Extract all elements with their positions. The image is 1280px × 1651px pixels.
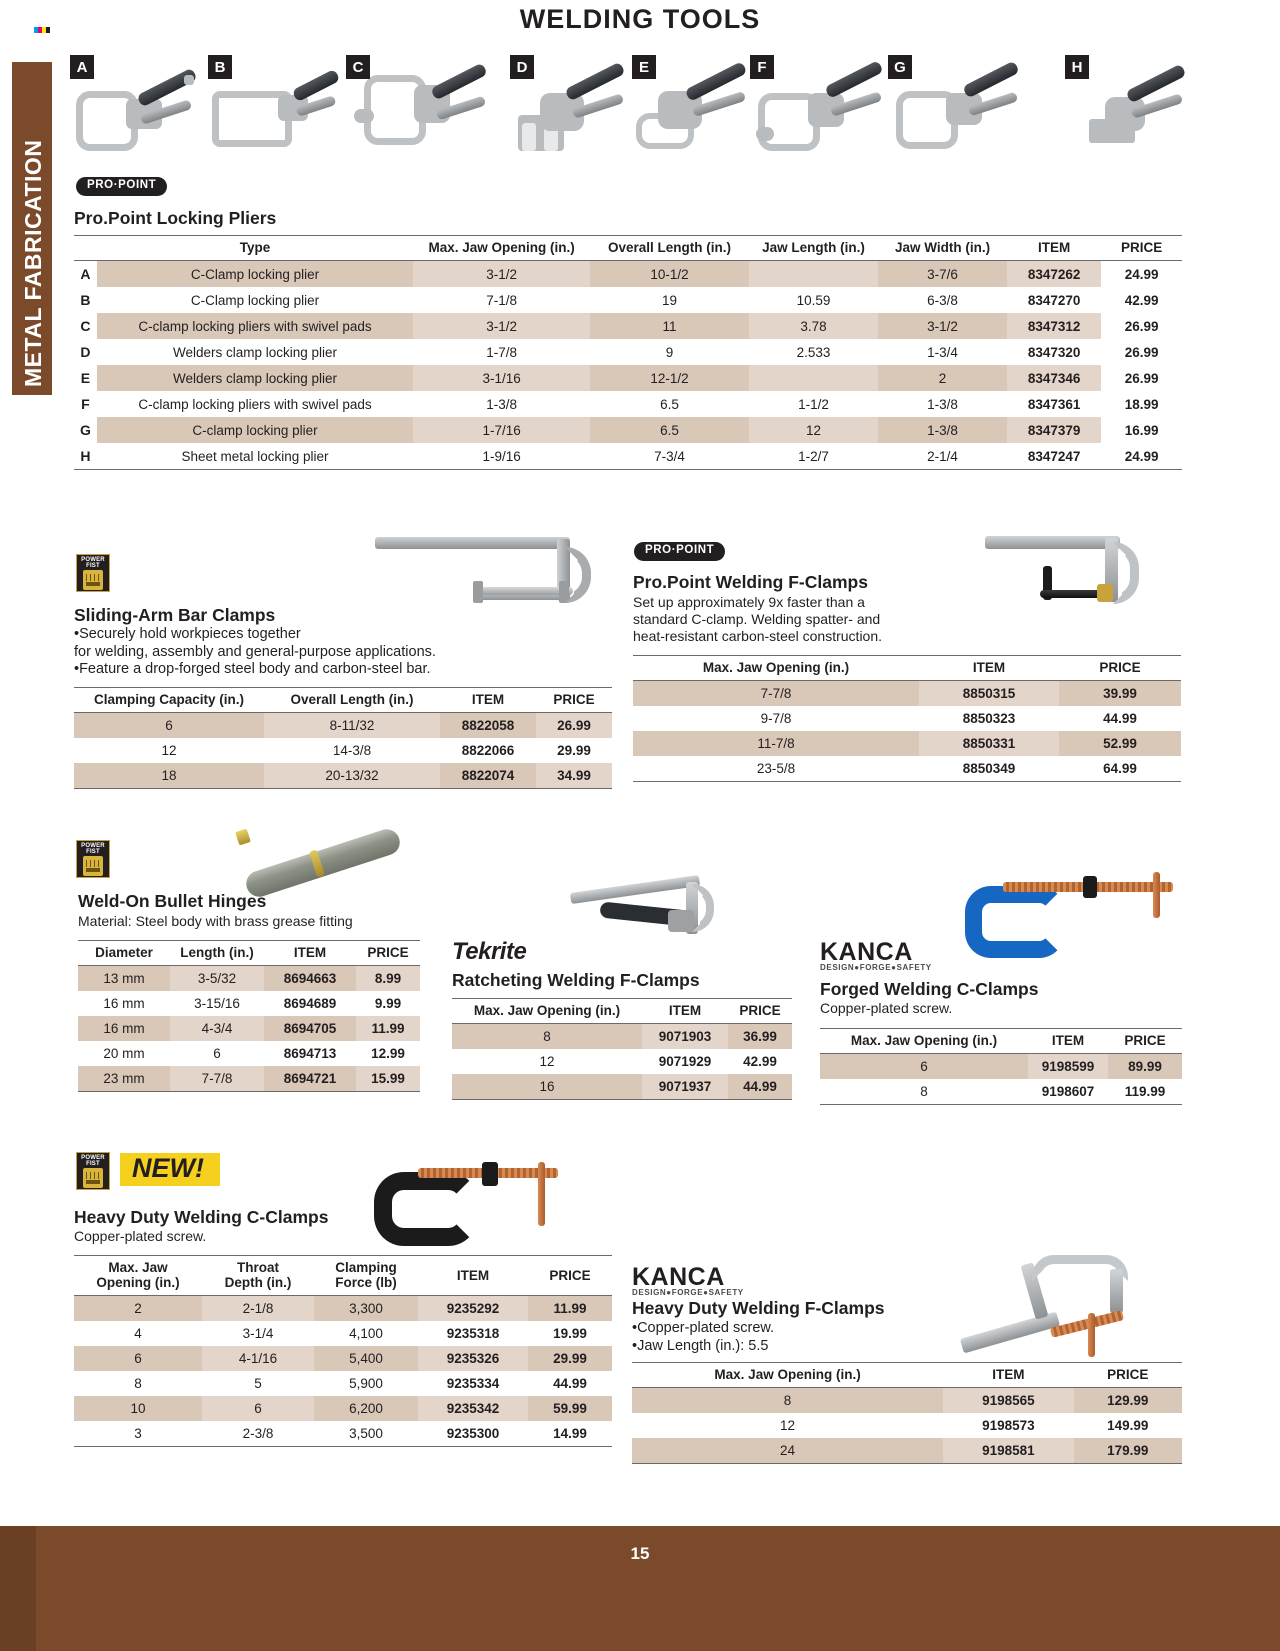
powerfist-badge-label: POWER FIST	[81, 843, 105, 856]
table-row: 12 9071929 42.99	[539, 1054, 777, 1069]
section-title-heavy-duty-cclamps: Heavy Duty Welding C-Clamps	[74, 1207, 329, 1227]
table-row: 8 9198607 119.99	[820, 1079, 1182, 1105]
col-price: PRICE	[1059, 656, 1181, 681]
table-header-row	[452, 999, 792, 1024]
letter-badge-g: G	[888, 55, 912, 79]
letter-badge-c: C	[346, 55, 370, 79]
section-tab-label: METAL FABRICATION	[20, 139, 46, 387]
table-header-row	[632, 1363, 1182, 1388]
table-row: B C-Clamp locking plier 7-1/8 19 10.59 6-3/8 8347270 42.99	[80, 292, 1159, 308]
product-image-kanca-fclamp	[960, 1255, 1185, 1365]
page-footer	[0, 1526, 1280, 1651]
new-badge	[120, 1153, 220, 1186]
col-item: ITEM	[919, 656, 1059, 681]
table-row: 23 mm 7-7/8 8694721 15.99	[78, 1066, 420, 1092]
col-price: PRICE	[1101, 236, 1182, 261]
description-line: heat-resistant carbon-steel construction.	[633, 628, 883, 644]
letter-badge-a: A	[70, 55, 94, 79]
letter-badge-b: B	[208, 55, 232, 79]
table-row: 12 14-3/8 8822066 29.99	[161, 743, 591, 758]
col-item: ITEM	[943, 1363, 1073, 1388]
col-item: ITEM	[1028, 1029, 1108, 1054]
col-type: Type	[97, 236, 413, 261]
product-image-a	[70, 55, 210, 160]
section-title-kanca-fclamps: Heavy Duty Welding F-Clamps	[632, 1298, 885, 1318]
table-row: 12 9198573 149.99	[780, 1418, 1149, 1433]
table-row: 6 4-1/16 5,400 9235326 29.99	[74, 1346, 612, 1371]
table-row: 16 mm 4-3/4 8694705 11.99	[78, 1016, 420, 1041]
col-max-jaw: Max. Jaw Opening (in.)	[74, 1256, 202, 1296]
table-kanca-fclamps	[632, 1362, 1182, 1464]
col-clamping-force: Clamping Force (lb)	[314, 1256, 418, 1296]
letter-badge-h: H	[1065, 55, 1089, 79]
product-image-c	[346, 55, 496, 160]
table-row: A C-Clamp locking plier 3-1/2 10-1/2 3-7/6 8347262 24.99	[74, 261, 1182, 288]
sliding-arm-bullets	[74, 626, 614, 679]
col-price: PRICE	[728, 999, 792, 1024]
heavy-duty-cclamps-subtitle: Copper-plated screw.	[74, 1228, 207, 1244]
powerfist-badge-label: POWER FIST	[81, 557, 105, 570]
product-image-d	[510, 55, 650, 160]
fist-icon	[83, 570, 103, 590]
kanca-logo-fclamps	[632, 1265, 744, 1297]
table-row: 3 2-3/8 3,500 9235300 14.99	[74, 1421, 612, 1447]
col-price: PRICE	[528, 1256, 612, 1296]
col-max-jaw: Max. Jaw Opening (in.)	[452, 999, 642, 1024]
page-title: WELDING TOOLS	[519, 4, 761, 34]
kanca-brand-tagline: DESIGN●FORGE●SAFETY	[820, 963, 932, 972]
table-row: G C-clamp locking plier 1-7/16 6.5 12 1-3/8 8347379 16.99	[74, 417, 1182, 443]
bullet-item: •Feature a drop-forged steel body and carbon-steel bar.	[74, 661, 431, 677]
powerfist-badge-heavy-duty	[76, 1152, 110, 1190]
powerfist-badge-label: POWER FIST	[81, 1155, 105, 1168]
col-jaw-length: Jaw Length (in.)	[749, 236, 878, 261]
table-header-row	[74, 236, 1182, 261]
table-row: 8 5 5,900 9235334 44.99	[134, 1376, 587, 1391]
table-row: H Sheet metal locking plier 1-9/16 7-3/4 1-2/7 2-1/4 8347247 24.99	[74, 443, 1182, 470]
propoint-badge-pliers	[76, 175, 167, 196]
bullet-item: for welding, assembly and general-purpose applications.	[74, 643, 436, 660]
col-max-jaw: Max. Jaw Opening (in.)	[820, 1029, 1028, 1054]
table-row: 9-7/8 8850323 44.99	[760, 711, 1137, 726]
col-diameter: Diameter	[78, 941, 170, 966]
table-row: 10 6 6,200 9235342 59.99	[74, 1396, 612, 1421]
section-title-propoint-fclamps: Pro.Point Welding F-Clamps	[633, 572, 868, 592]
col-item: ITEM	[264, 941, 356, 966]
table-tekrite	[452, 998, 792, 1100]
table-header-row	[78, 941, 420, 966]
table-header-row	[74, 1256, 612, 1296]
col-item: ITEM	[642, 999, 728, 1024]
table-header-row	[74, 688, 612, 713]
section-title-tekrite: Ratcheting Welding F-Clamps	[452, 970, 700, 990]
bullet-item: •Copper-plated screw.	[632, 1320, 775, 1336]
col-throat-depth: Throat Depth (in.)	[202, 1256, 314, 1296]
table-row: 18 20-13/32 8822074 34.99	[74, 763, 612, 789]
kanca-brand-tagline: DESIGN●FORGE●SAFETY	[632, 1288, 744, 1297]
table-row: 6 8-11/32 8822058 26.99	[74, 713, 612, 739]
col-overall-length: Overall Length (in.)	[590, 236, 749, 261]
col-length: Length (in.)	[170, 941, 264, 966]
table-row: 24 9198581 179.99	[632, 1438, 1182, 1464]
table-row: 7-7/8 8850315 39.99	[633, 681, 1181, 707]
letter-badge-f: F	[750, 55, 774, 79]
section-title-sliding-arm: Sliding-Arm Bar Clamps	[74, 605, 276, 625]
table-row: 6 9198599 89.99	[820, 1054, 1182, 1080]
product-image-g	[888, 55, 1038, 160]
product-image-ratcheting-fclamp	[560, 872, 750, 952]
propoint-fclamps-description	[633, 594, 953, 645]
section-title-bullet-hinges: Weld-On Bullet Hinges	[78, 891, 267, 911]
kanca-brand-name: KANCA	[820, 938, 913, 966]
propoint-badge-fclamps	[634, 540, 725, 561]
table-kanca-cclamps	[820, 1028, 1182, 1105]
col-item: ITEM	[1007, 236, 1101, 261]
col-price: PRICE	[1108, 1029, 1182, 1054]
powerfist-badge-hinges	[76, 840, 110, 878]
col-letter	[74, 236, 97, 261]
table-row: 20 mm 6 8694713 12.99	[103, 1046, 405, 1061]
bullet-item: •Jaw Length (in.): 5.5	[632, 1337, 769, 1354]
table-row: 8 9198565 129.99	[632, 1388, 1182, 1414]
letter-badge-e: E	[632, 55, 656, 79]
col-max-jaw: Max. Jaw Opening (in.)	[632, 1363, 943, 1388]
kanca-logo-cclamps	[820, 940, 932, 972]
col-price: PRICE	[356, 941, 420, 966]
section-title-kanca-cclamps: Forged Welding C-Clamps	[820, 979, 1039, 999]
col-item: ITEM	[418, 1256, 528, 1296]
col-max-jaw: Max. Jaw Opening (in.)	[633, 656, 919, 681]
tekrite-logo: Tekrite	[452, 938, 527, 965]
col-jaw-width: Jaw Width (in.)	[878, 236, 1007, 261]
powerfist-badge-sliding-arm	[76, 554, 110, 592]
col-overall-length: Overall Length (in.)	[264, 688, 440, 713]
description-line: standard C-clamp. Welding spatter- and	[633, 611, 881, 627]
product-image-heavy-duty-cclamp	[370, 1150, 600, 1260]
table-header-row	[633, 656, 1181, 681]
letter-badge-d: D	[510, 55, 534, 79]
product-image-kanca-cclamp	[955, 870, 1185, 970]
table-row: 16 9071937 44.99	[452, 1074, 792, 1100]
table-row: 11-7/8 8850331 52.99	[633, 731, 1181, 756]
fist-icon	[83, 856, 103, 876]
col-price: PRICE	[536, 688, 612, 713]
table-row: D Welders clamp locking plier 1-7/8 9 2.533 1-3/4 8347320 26.99	[80, 344, 1159, 360]
new-badge-label: NEW!	[120, 1153, 220, 1186]
col-max-jaw: Max. Jaw Opening (in.)	[413, 236, 590, 261]
col-clamping-capacity: Clamping Capacity (in.)	[74, 688, 264, 713]
product-image-sliding-arm-clamp	[375, 533, 605, 623]
kanca-cclamps-subtitle: Copper-plated screw.	[820, 1000, 953, 1016]
brand-badge-label: PRO·POINT	[76, 177, 167, 196]
fist-icon	[83, 1168, 103, 1188]
product-image-f	[750, 55, 900, 160]
col-item: ITEM	[440, 688, 536, 713]
table-row: E Welders clamp locking plier 3-1/16 12-1/2 2 8347346 26.99	[74, 365, 1182, 391]
table-row: F C-clamp locking pliers with swivel pads 1-3/8 6.5 1-1/2 1-3/8 8347361 18.99	[81, 396, 1159, 412]
page-number: 15	[630, 1544, 650, 1563]
table-propoint-fclamps	[633, 655, 1181, 782]
description-line: Set up approximately 9x faster than a	[633, 594, 865, 610]
table-row: 8 9071903 36.99	[452, 1024, 792, 1050]
product-image-propoint-fclamp	[985, 530, 1185, 630]
table-row: 4 3-1/4 4,100 9235318 19.99	[134, 1326, 587, 1341]
product-image-b	[208, 55, 348, 160]
table-row: 2 2-1/8 3,300 9235292 11.99	[74, 1296, 612, 1322]
table-row: 13 mm 3-5/32 8694663 8.99	[78, 966, 420, 992]
brand-badge-label: PRO·POINT	[634, 542, 725, 561]
product-image-h	[1065, 55, 1215, 160]
table-row: 23-5/8 8850349 64.99	[633, 756, 1181, 782]
kanca-fclamps-bullets	[632, 1320, 952, 1355]
bullet-hinges-subtitle: Material: Steel body with brass grease fitting	[78, 913, 353, 929]
col-price: PRICE	[1074, 1363, 1182, 1388]
table-sliding-arm	[74, 687, 612, 789]
table-header-row	[820, 1029, 1182, 1054]
table-bullet-hinges	[78, 940, 420, 1092]
table-locking-pliers	[74, 235, 1182, 470]
table-row: C C-clamp locking pliers with swivel pads 3-1/2 11 3.78 3-1/2 8347312 26.99	[74, 313, 1182, 339]
table-heavy-duty-cclamps	[74, 1255, 612, 1447]
table-row: 16 mm 3-15/16 8694689 9.99	[103, 996, 402, 1011]
section-tab-metal-fabrication	[12, 62, 52, 395]
bullet-item: •Securely hold workpieces together	[74, 626, 301, 642]
product-image-row	[70, 55, 1180, 165]
kanca-brand-name: KANCA	[632, 1263, 725, 1291]
section-title-locking-pliers: Pro.Point Locking Pliers	[74, 208, 277, 228]
